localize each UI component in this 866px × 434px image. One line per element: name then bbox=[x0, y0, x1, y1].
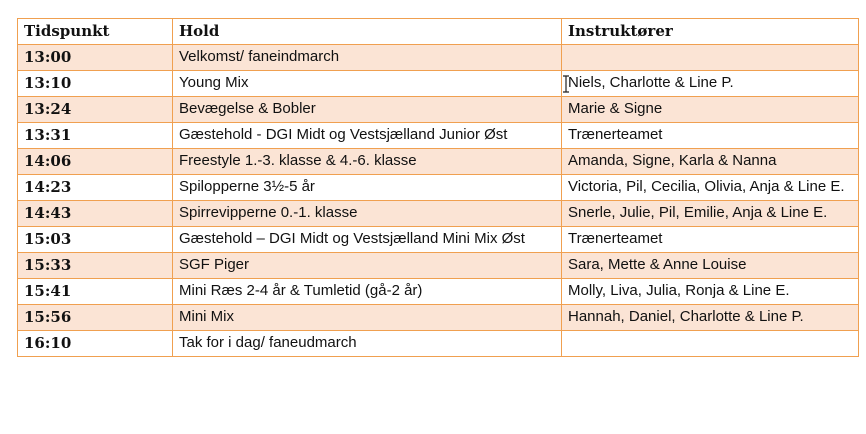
header-team[interactable]: Hold bbox=[173, 19, 562, 45]
table-row bbox=[18, 227, 859, 253]
cell-time[interactable]: 14:43 bbox=[18, 201, 173, 227]
table-row bbox=[18, 175, 859, 201]
table-row bbox=[18, 71, 859, 97]
cell-instructors[interactable] bbox=[562, 45, 859, 71]
cell-team[interactable]: Freestyle 1.-3. klasse & 4.-6. klasse bbox=[173, 149, 562, 175]
cell-team[interactable]: Mini Ræs 2-4 år & Tumletid (gå-2 år) bbox=[173, 279, 562, 305]
cell-time[interactable]: 16:10 bbox=[18, 331, 173, 357]
table-row bbox=[18, 97, 859, 123]
cell-instructors[interactable]: Amanda, Signe, Karla & Nanna bbox=[562, 149, 859, 175]
cell-team[interactable]: Bevægelse & Bobler bbox=[173, 97, 562, 123]
cell-team[interactable]: Young Mix bbox=[173, 71, 562, 97]
cell-instructors[interactable]: Sara, Mette & Anne Louise bbox=[562, 253, 859, 279]
table-header-row bbox=[18, 19, 859, 45]
table-row bbox=[18, 331, 859, 357]
cell-instructors[interactable]: Victoria, Pil, Cecilia, Olivia, Anja & Line E. bbox=[562, 175, 859, 201]
cell-instructors[interactable]: Trænerteamet bbox=[562, 227, 859, 253]
cell-time[interactable]: 13:00 bbox=[18, 45, 173, 71]
cell-team[interactable]: Mini Mix bbox=[173, 305, 562, 331]
cell-instructors[interactable]: Molly, Liva, Julia, Ronja & Line E. bbox=[562, 279, 859, 305]
cell-team[interactable]: Spirrevipperne 0.-1. klasse bbox=[173, 201, 562, 227]
cell-team[interactable]: Gæstehold – DGI Midt og Vestsjælland Mini Mix Øst bbox=[173, 227, 562, 253]
table-row bbox=[18, 45, 859, 71]
table-row bbox=[18, 123, 859, 149]
text-cursor-icon bbox=[562, 75, 570, 93]
cell-time[interactable]: 15:41 bbox=[18, 279, 173, 305]
cell-team[interactable]: SGF Piger bbox=[173, 253, 562, 279]
table-row bbox=[18, 201, 859, 227]
cell-team[interactable]: Tak for i dag/ faneudmarch bbox=[173, 331, 562, 357]
cell-instructors[interactable]: Hannah, Daniel, Charlotte & Line P. bbox=[562, 305, 859, 331]
cell-instructors[interactable] bbox=[562, 331, 859, 357]
table-row bbox=[18, 149, 859, 175]
cell-time[interactable]: 15:33 bbox=[18, 253, 173, 279]
header-time[interactable]: Tidspunkt bbox=[18, 19, 173, 45]
cell-instructors[interactable]: Trænerteamet bbox=[562, 123, 859, 149]
table-row bbox=[18, 279, 859, 305]
cell-team[interactable]: Spilopperne 3½-5 år bbox=[173, 175, 562, 201]
cell-time[interactable]: 15:56 bbox=[18, 305, 173, 331]
cell-team[interactable]: Velkomst/ faneindmarch bbox=[173, 45, 562, 71]
cell-time[interactable]: 14:23 bbox=[18, 175, 173, 201]
table-row bbox=[18, 305, 859, 331]
cell-instructors[interactable]: Niels, Charlotte & Line P. bbox=[562, 71, 859, 97]
cell-team[interactable]: Gæstehold - DGI Midt og Vestsjælland Junior Øst bbox=[173, 123, 562, 149]
schedule-table bbox=[17, 18, 859, 357]
cell-time[interactable]: 13:31 bbox=[18, 123, 173, 149]
cell-time[interactable]: 15:03 bbox=[18, 227, 173, 253]
table-row bbox=[18, 253, 859, 279]
cell-time[interactable]: 13:10 bbox=[18, 71, 173, 97]
schedule-container bbox=[17, 18, 858, 357]
header-instructors[interactable]: Instruktører bbox=[562, 19, 859, 45]
cell-instructors[interactable]: Marie & Signe bbox=[562, 97, 859, 123]
cell-time[interactable]: 13:24 bbox=[18, 97, 173, 123]
cell-time[interactable]: 14:06 bbox=[18, 149, 173, 175]
cell-instructors[interactable]: Snerle, Julie, Pil, Emilie, Anja & Line E. bbox=[562, 201, 859, 227]
